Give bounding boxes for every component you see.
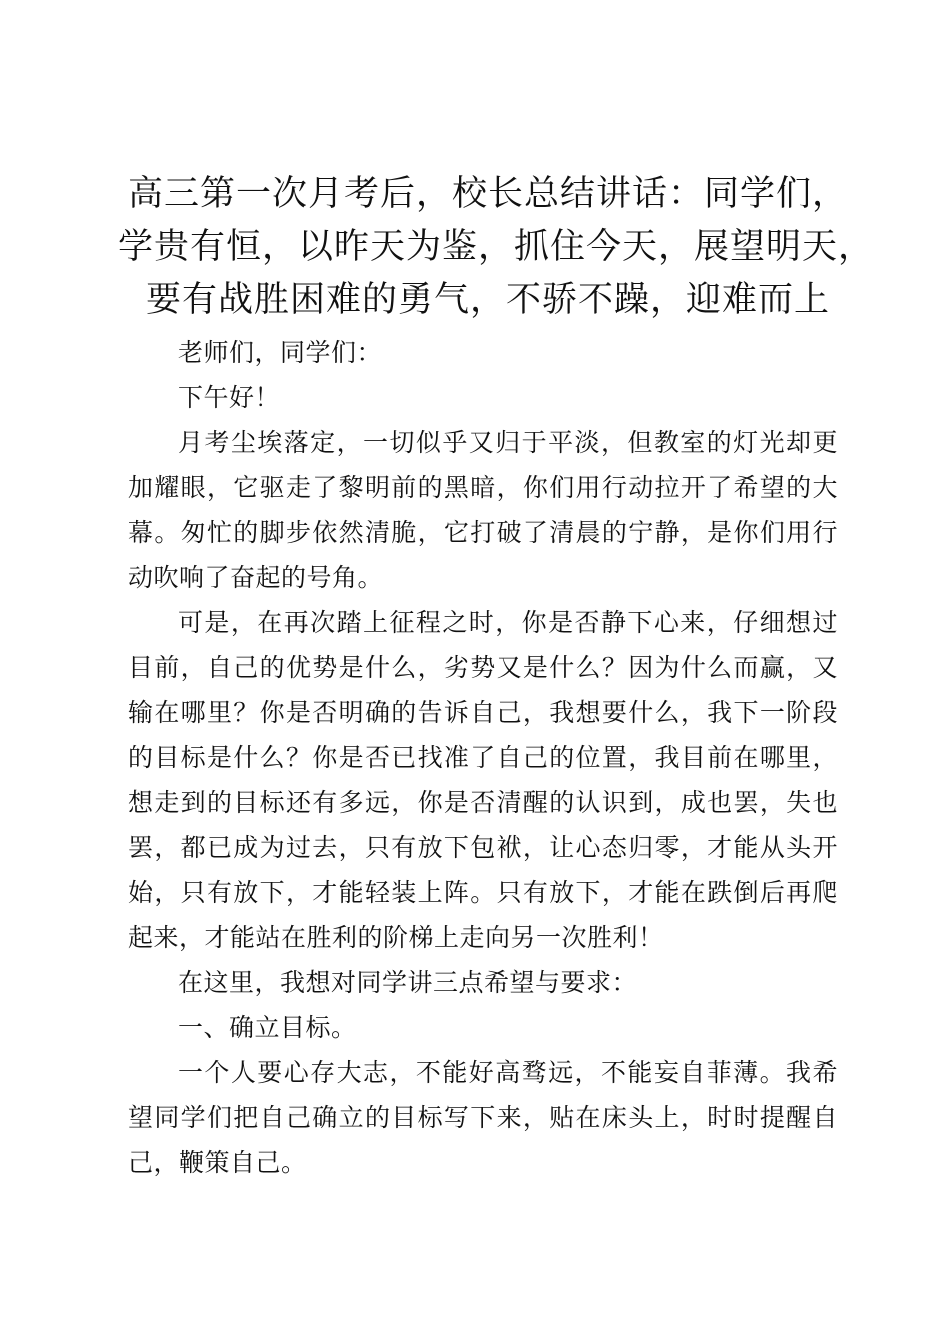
section-heading: 一、确立目标。	[178, 1013, 357, 1042]
paragraph: 在这里，我想对同学讲三点希望与要求：	[178, 968, 638, 997]
document-body	[128, 330, 838, 1185]
paragraph: 月考尘埃落定，一切似乎又归于平淡，但教室的灯光却更加耀眼，它驱走了黎明前的黑暗，你们用行动拉开了希望的大幕。匆忙的脚步依然清脆，它打破了清晨的宁静，是你们用行动吹响了奋起的号角。	[128, 428, 838, 592]
greeting: 下午好！	[178, 383, 281, 412]
title-line: 高三第一次月考后，校长总结讲话：同学们，	[127, 174, 848, 214]
document-title	[118, 168, 875, 327]
title-line: 要有战胜困难的勇气，不骄不躁，迎难而上	[145, 280, 830, 320]
paragraph: 一个人要心存大志，不能好高骛远，不能妄自菲薄。我希望同学们把自己确立的目标写下来，贴在床头上，时时提醒自己，鞭策自己。	[128, 1058, 838, 1177]
paragraph: 可是，在再次踏上征程之时，你是否静下心来，仔细想过目前，自己的优势是什么，劣势又是什么？因为什么而赢，又输在哪里？你是否明确的告诉自己，我想要什么，我下一阶段的目标是什么？你是否已找准了自己的位置，我目前在哪里，想走到的目标还有多远，你是否清醒的认识到，成也罢，失也罢，都已成为过去，只有放下包袱，让心态归零，才能从头开始，只有放下，才能轻装上阵。只有放下，才能在跌倒后再爬起来，才能站在胜利的阶梯上走向另一次胜利！	[128, 608, 838, 952]
title-line: 学贵有恒，以昨天为鉴，抓住今天，展望明天，	[118, 227, 875, 267]
salutation: 老师们，同学们：	[178, 338, 383, 367]
